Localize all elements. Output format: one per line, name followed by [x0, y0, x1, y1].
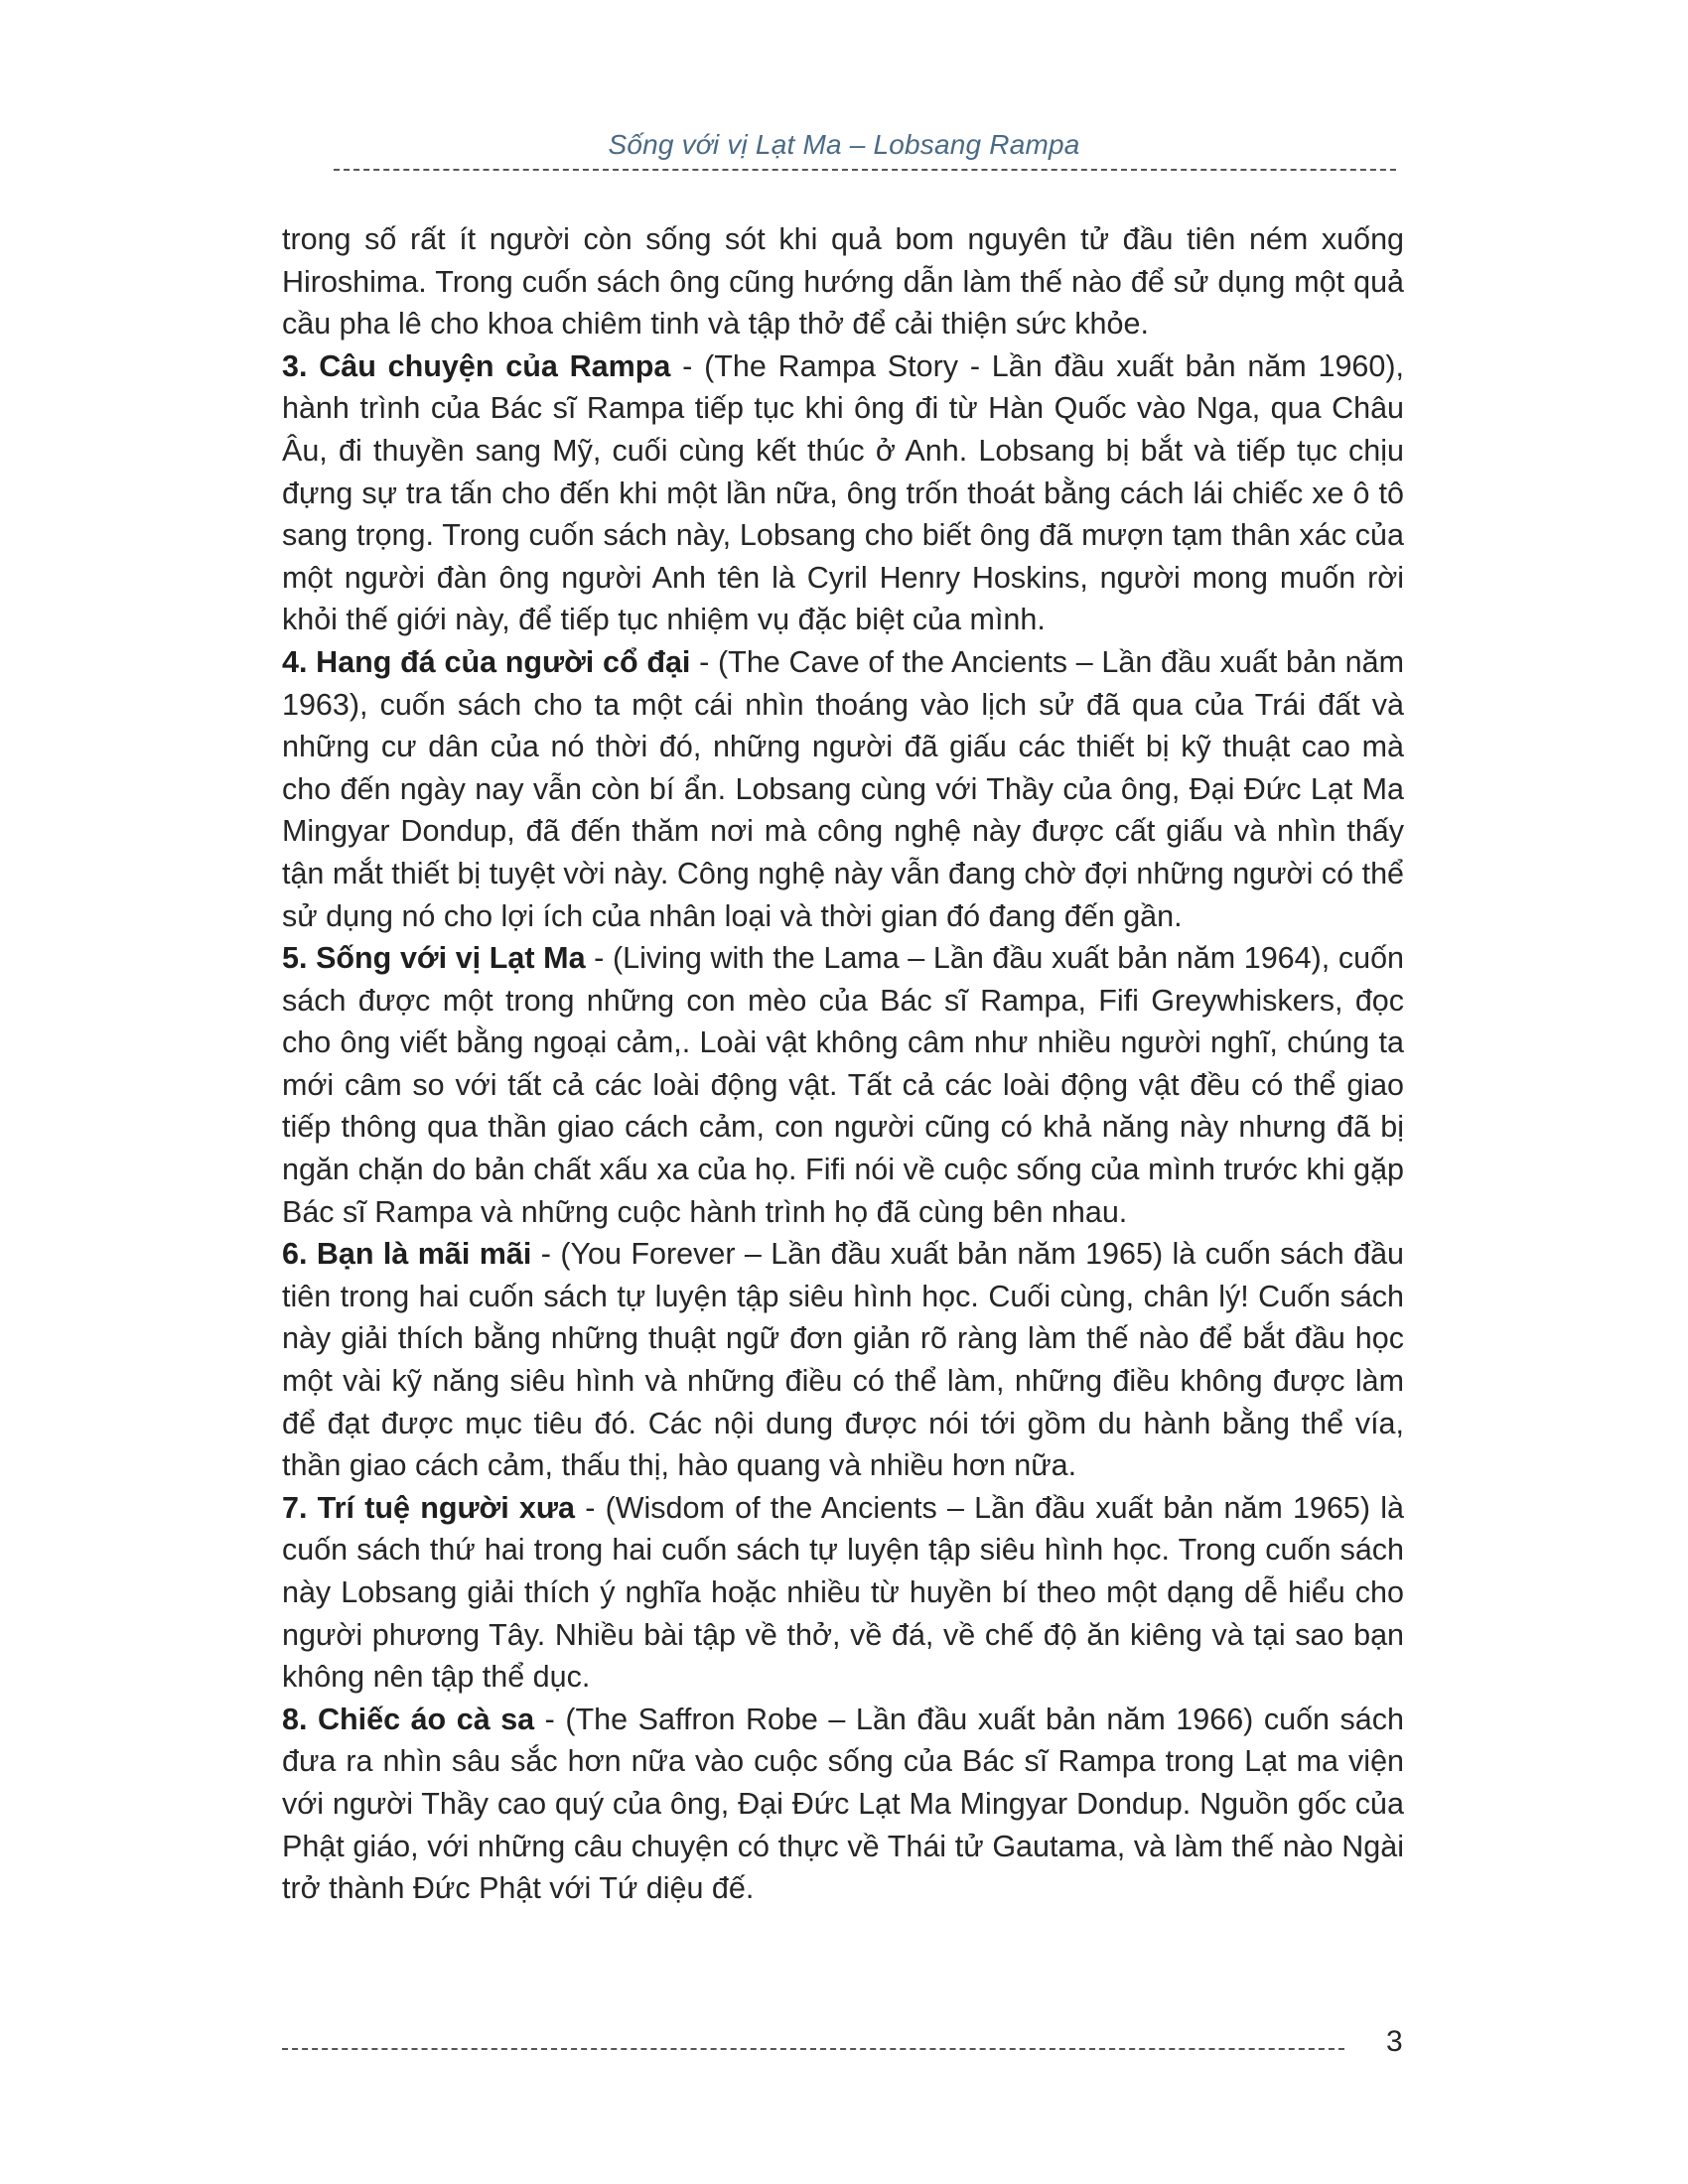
book-entry-8	[282, 1699, 1404, 1910]
book-entry-6	[282, 1233, 1404, 1487]
running-header: Sống với vị Lạt Ma – Lobsang Rampa	[608, 129, 1080, 160]
entry-title: 3. Câu chuyện của Rampa	[282, 348, 671, 383]
book-entry-7	[282, 1487, 1404, 1699]
entry-description: - (You Forever – Lần đầu xuất bản năm 1965) là cuốn sách đầu tiên trong hai cuốn sách tự luyện tập siêu hình học. Cuối cùng, chân lý! Cuốn sách này giải thích bằng những thuật ngữ đơn giản rõ ràng làm thế nào để bắt đầu học một vài kỹ năng siêu hình và những điều có thể làm, những điều không được làm để đạt được mục tiêu đó. Các nội dung được nói tới gồm du hành bằng thể vía, thần giao cách cảm, thấu thị, hào quang và nhiều hơn nữa.	[282, 1237, 1404, 1483]
entry-description: - (Wisdom of the Ancients – Lần đầu xuất bản năm 1965) là cuốn sách thứ hai trong hai cuốn sách tự luyện tập siêu hình học. Trong cuốn sách này Lobsang giải thích ý nghĩa hoặc nhiều từ huyền bí theo một dạng dễ hiểu cho người phương Tây. Nhiều bài tập về thở, về đá, về chế độ ăn kiêng và tại sao bạn không nên tập thể dục.	[282, 1490, 1405, 1695]
book-entry-5	[282, 937, 1404, 1233]
entry-description: - (The Saffron Robe – Lần đầu xuất bản năm 1966) cuốn sách đưa ra nhìn sâu sắc hơn nữa vào cuộc sống của Bác sĩ Rampa trong Lạt ma viện với người Thầy cao quý của ông, Đại Đức Lạt Ma Mingyar Dondup. Nguồn gốc của Phật giáo, với những câu chuyện có thực về Thái tử Gautama, và làm thế nào Ngài trở thành Đức Phật với Tứ diệu đế.	[282, 1702, 1404, 1906]
body-text	[282, 218, 1404, 1910]
entry-title: 7. Trí tuệ người xưa	[282, 1490, 575, 1525]
footer-divider	[282, 2048, 1344, 2050]
book-entry-3	[282, 345, 1404, 641]
entry-title: 4. Hang đá của người cổ đại	[282, 644, 691, 679]
book-entry-4	[282, 641, 1404, 937]
entry-title: 8. Chiếc áo cà sa	[282, 1702, 535, 1736]
entry-description: - (The Cave of the Ancients – Lần đầu xuất bản năm 1963), cuốn sách cho ta một cái nhìn thoáng vào lịch sử đã qua của Trái đất và những cư dân của nó thời đó, những người đã giấu các thiết bị kỹ thuật cao mà cho đến ngày nay vẫn còn bí ẩn. Lobsang cùng với Thầy của ông, Đại Đức Lạt Ma Mingyar Dondup, đã đến thăm nơi mà công nghệ này được cất giấu và nhìn thấy tận mắt thiết bị tuyệt vời này. Công nghệ này vẫn đang chờ đợi những người có thể sử dụng nó cho lợi ích của nhân loại và thời gian đó đang đến gần.	[282, 644, 1405, 933]
entry-title: 6. Bạn là mãi mãi	[282, 1237, 532, 1272]
entry-description: - (The Rampa Story - Lần đầu xuất bản năm 1960), hành trình của Bác sĩ Rampa tiếp tục khi ông đi từ Hàn Quốc vào Nga, qua Châu Âu, đi thuyền sang Mỹ, cuối cùng kết thúc ở Anh. Lobsang bị bắt và tiếp tục chịu đựng sự tra tấn cho đến khi một lần nữa, ông trốn thoát bằng cách lái chiếc xe ô tô sang trọng. Trong cuốn sách này, Lobsang cho biết ông đã mượn tạm thân xác của một người đàn ông người Anh tên là Cyril Henry Hoskins, người mong muốn rời khỏi thế giới này, để tiếp tục nhiệm vụ đặc biệt của mình.	[282, 348, 1404, 637]
page-number: 3	[1386, 2025, 1403, 2058]
entry-title: 5. Sống với vị Lạt Ma	[282, 941, 586, 976]
entry-description: - (Living with the Lama – Lần đầu xuất bản năm 1964), cuốn sách được một trong những con mèo của Bác sĩ Rampa, Fifi Greywhiskers, đọc cho ông viết bằng ngoại cảm,. Loài vật không câm như nhiều người nghĩ, chúng ta mới câm so với tất cả các loài động vật. Tất cả các loài động vật đều có thể giao tiếp thông qua thần giao cách cảm, con người cũng có khả năng này nhưng đã bị ngăn chặn do bản chất xấu xa của họ. Fifi nói về cuộc sống của mình trước khi gặp Bác sĩ Rampa và những cuộc hành trình họ đã cùng bên nhau.	[282, 941, 1405, 1229]
header-divider	[334, 169, 1396, 171]
intro-paragraph: trong số rất ít người còn sống sót khi quả bom nguyên tử đầu tiên ném xuống Hiroshima. Trong cuốn sách ông cũng hướng dẫn làm thế nào để sử dụng một quả cầu pha lê cho khoa chiêm tinh và tập thở để cải thiện sức khỏe.	[282, 222, 1404, 341]
